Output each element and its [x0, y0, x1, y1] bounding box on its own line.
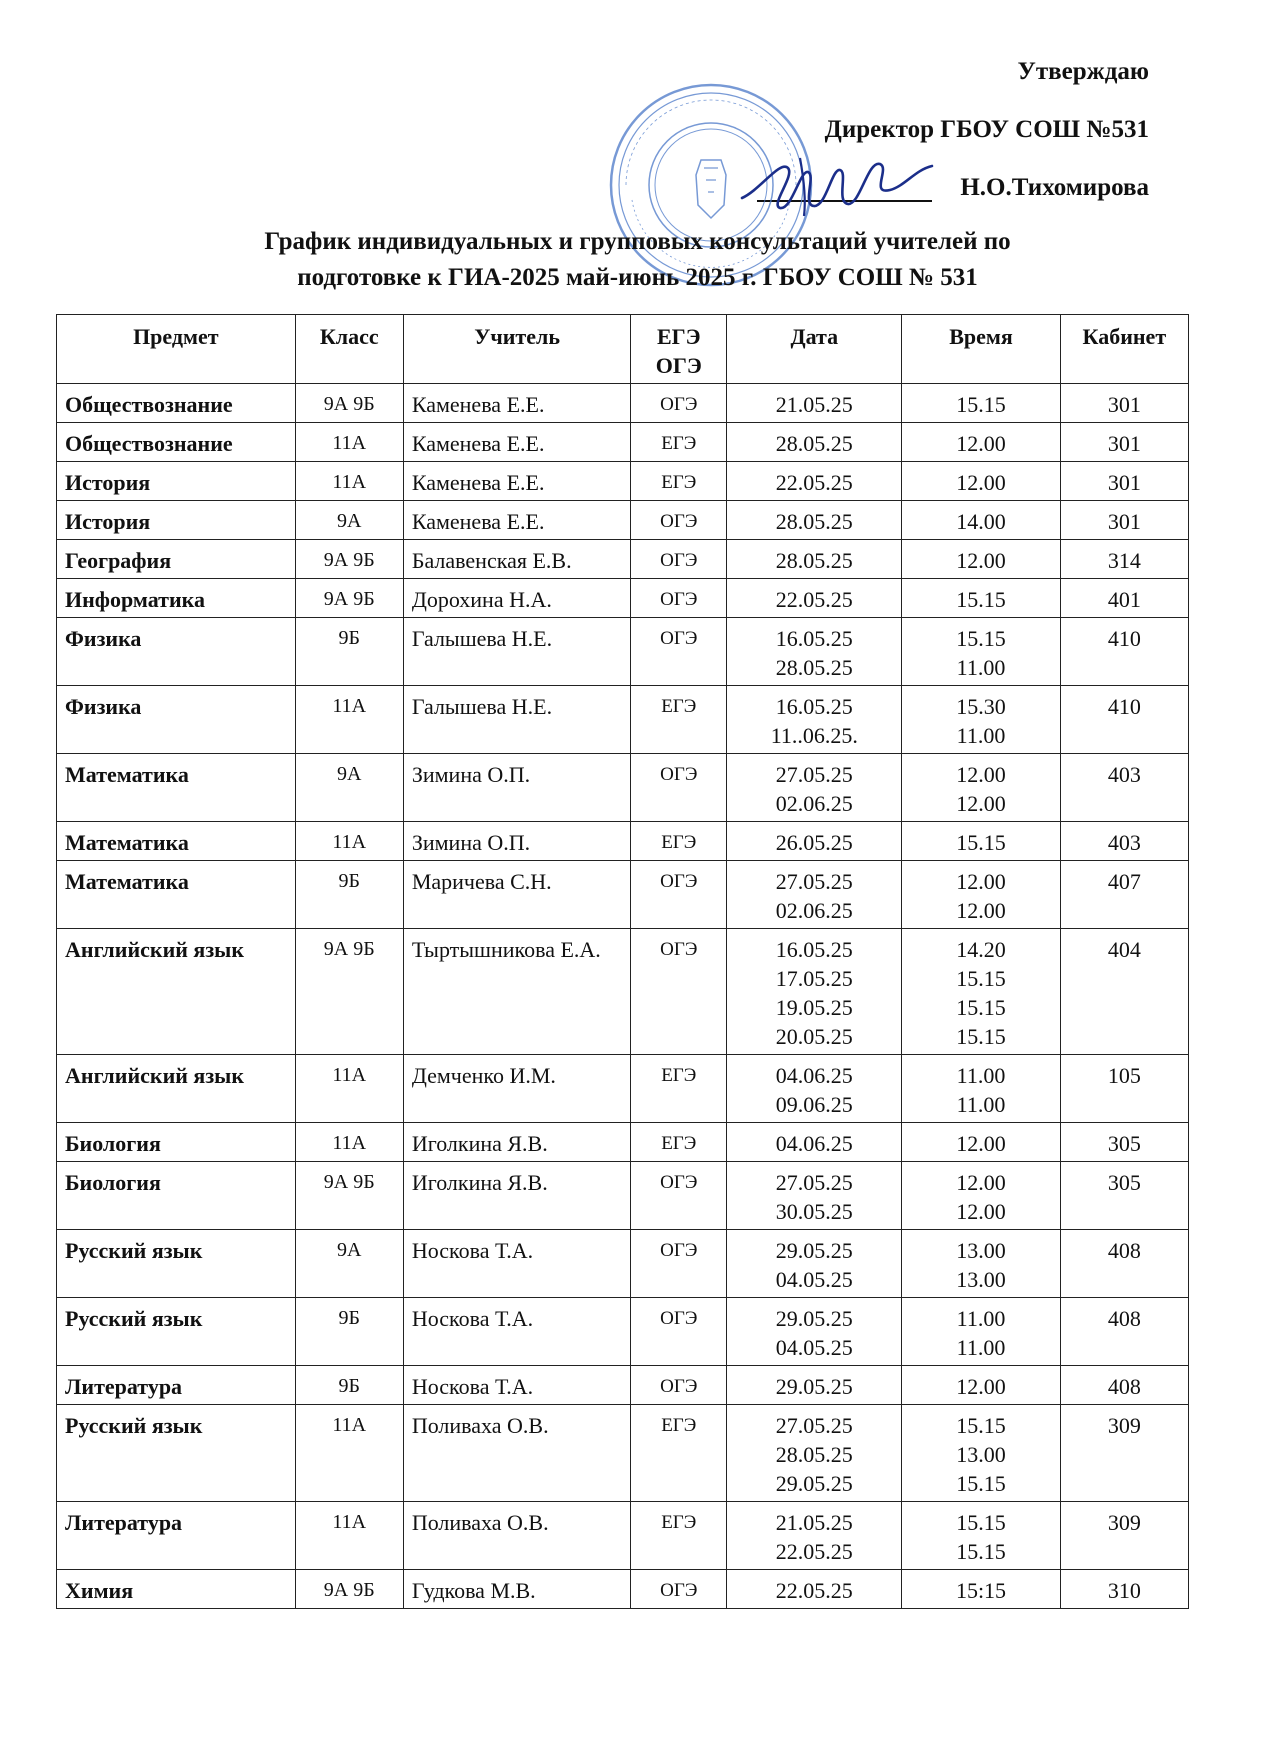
date-entry: 11..06.25. — [770, 723, 858, 748]
cell-times — [902, 822, 1060, 861]
table-row — [57, 384, 1189, 423]
cell-subject: Литература — [57, 1366, 296, 1405]
cell-teacher: Поливаха О.В. — [403, 1405, 631, 1502]
date-entry: 09.06.25 — [775, 1092, 853, 1117]
cell-room: 301 — [1060, 423, 1188, 462]
table-row — [57, 754, 1189, 822]
time-entry: 11.00 — [956, 1335, 1006, 1360]
cell-times — [902, 1570, 1060, 1609]
time-entry: 14.20 — [956, 937, 1006, 962]
header-room: Кабинет — [1060, 315, 1188, 384]
date-entry: 27.05.25 — [775, 1413, 853, 1438]
cell-exam-type: ЕГЭ — [631, 686, 727, 754]
header-subject: Предмет — [57, 315, 296, 384]
cell-dates — [727, 1570, 902, 1609]
cell-class: 9А — [295, 754, 403, 822]
cell-teacher: Носкова Т.А. — [403, 1230, 631, 1298]
date-entry: 28.05.25 — [775, 548, 853, 573]
cell-subject: Русский язык — [57, 1230, 296, 1298]
approval-label: Утверждаю — [1017, 58, 1149, 85]
header-time: Время — [902, 315, 1060, 384]
header-teacher: Учитель — [403, 315, 631, 384]
table-row — [57, 929, 1189, 1055]
header-class: Класс — [295, 315, 403, 384]
cell-room: 309 — [1060, 1405, 1188, 1502]
date-entry: 16.05.25 — [775, 937, 853, 962]
time-entry: 11.00 — [956, 1063, 1006, 1088]
cell-class: 11А — [295, 1502, 403, 1570]
header-exam-line-1: ЕГЭ — [656, 324, 701, 349]
time-entry: 11.00 — [956, 723, 1006, 748]
cell-room: 301 — [1060, 462, 1188, 501]
date-entry: 19.05.25 — [775, 995, 853, 1020]
time-entry: 15.15 — [956, 626, 1006, 651]
cell-times — [902, 861, 1060, 929]
cell-room: 404 — [1060, 929, 1188, 1055]
cell-class: 9А — [295, 1230, 403, 1298]
cell-room: 401 — [1060, 579, 1188, 618]
cell-class: 9Б — [295, 618, 403, 686]
cell-dates — [727, 579, 902, 618]
time-entry: 12.00 — [956, 1374, 1006, 1399]
cell-dates — [727, 1230, 902, 1298]
cell-exam-type: ЕГЭ — [631, 1502, 727, 1570]
cell-subject: Английский язык — [57, 1055, 296, 1123]
table-row — [57, 462, 1189, 501]
cell-exam-type: ОГЭ — [631, 540, 727, 579]
cell-times — [902, 1123, 1060, 1162]
time-entry: 13.00 — [956, 1267, 1006, 1292]
cell-dates — [727, 754, 902, 822]
cell-subject: Математика — [57, 822, 296, 861]
cell-exam-type: ОГЭ — [631, 1230, 727, 1298]
cell-room: 305 — [1060, 1123, 1188, 1162]
cell-class: 9А 9Б — [295, 384, 403, 423]
table-row — [57, 1366, 1189, 1405]
cell-teacher: Тыртышникова Е.А. — [403, 929, 631, 1055]
table-row — [57, 501, 1189, 540]
table-row — [57, 1570, 1189, 1609]
cell-class: 11А — [295, 822, 403, 861]
cell-teacher: Иголкина Я.В. — [403, 1123, 631, 1162]
approval-director-name: Н.О.Тихомирова — [960, 174, 1149, 201]
cell-dates — [727, 1405, 902, 1502]
cell-times — [902, 384, 1060, 423]
date-entry: 27.05.25 — [775, 762, 853, 787]
cell-times — [902, 686, 1060, 754]
time-entry: 15.15 — [956, 1413, 1006, 1438]
date-entry: 02.06.25 — [775, 791, 853, 816]
cell-dates — [727, 929, 902, 1055]
cell-exam-type: ЕГЭ — [631, 1123, 727, 1162]
cell-times — [902, 618, 1060, 686]
cell-exam-type: ЕГЭ — [631, 462, 727, 501]
cell-subject: Математика — [57, 861, 296, 929]
cell-exam-type: ОГЭ — [631, 618, 727, 686]
date-entry: 28.05.25 — [775, 509, 853, 534]
cell-subject: Английский язык — [57, 929, 296, 1055]
time-entry: 15.15 — [956, 966, 1006, 991]
cell-room: 408 — [1060, 1298, 1188, 1366]
date-entry: 16.05.25 — [775, 694, 853, 719]
cell-teacher: Балавенская Е.В. — [403, 540, 631, 579]
date-entry: 30.05.25 — [775, 1199, 853, 1224]
cell-class: 9Б — [295, 861, 403, 929]
cell-room: 305 — [1060, 1162, 1188, 1230]
table-row — [57, 579, 1189, 618]
cell-exam-type: ЕГЭ — [631, 1055, 727, 1123]
time-entry: 15.15 — [956, 1510, 1006, 1535]
header-exam-type — [631, 315, 727, 384]
cell-times — [902, 423, 1060, 462]
time-entry: 15.15 — [956, 1024, 1006, 1049]
table-row — [57, 1123, 1189, 1162]
cell-subject: Информатика — [57, 579, 296, 618]
cell-dates — [727, 501, 902, 540]
cell-room: 403 — [1060, 754, 1188, 822]
time-entry: 12.00 — [956, 548, 1006, 573]
table-row — [57, 1162, 1189, 1230]
cell-class: 9А 9Б — [295, 579, 403, 618]
cell-teacher: Каменева Е.Е. — [403, 501, 631, 540]
table-row — [57, 686, 1189, 754]
cell-teacher: Каменева Е.Е. — [403, 384, 631, 423]
cell-subject: Физика — [57, 618, 296, 686]
date-entry: 27.05.25 — [775, 869, 853, 894]
date-entry: 22.05.25 — [775, 1578, 853, 1603]
cell-room: 301 — [1060, 501, 1188, 540]
cell-class: 11А — [295, 686, 403, 754]
cell-subject: Литература — [57, 1502, 296, 1570]
date-entry: 28.05.25 — [775, 1442, 853, 1467]
time-entry: 15.15 — [956, 392, 1006, 417]
director-signature — [740, 150, 940, 220]
cell-times — [902, 1230, 1060, 1298]
cell-teacher: Носкова Т.А. — [403, 1298, 631, 1366]
date-entry: 20.05.25 — [775, 1024, 853, 1049]
cell-dates — [727, 822, 902, 861]
date-entry: 22.05.25 — [775, 1539, 853, 1564]
cell-teacher: Демченко И.М. — [403, 1055, 631, 1123]
date-entry: 04.06.25 — [775, 1063, 853, 1088]
cell-exam-type: ОГЭ — [631, 384, 727, 423]
cell-dates — [727, 1123, 902, 1162]
cell-subject: Обществознание — [57, 423, 296, 462]
cell-subject: Биология — [57, 1123, 296, 1162]
table-row — [57, 1230, 1189, 1298]
time-entry: 12.00 — [956, 470, 1006, 495]
cell-dates — [727, 686, 902, 754]
cell-room: 408 — [1060, 1230, 1188, 1298]
table-row — [57, 618, 1189, 686]
time-entry: 12.00 — [956, 762, 1006, 787]
cell-exam-type: ОГЭ — [631, 1570, 727, 1609]
time-entry: 15.15 — [956, 1539, 1006, 1564]
table-row — [57, 423, 1189, 462]
date-entry: 28.05.25 — [775, 655, 853, 680]
time-entry: 12.00 — [956, 869, 1006, 894]
date-entry: 27.05.25 — [775, 1170, 853, 1195]
date-entry: 17.05.25 — [775, 966, 853, 991]
table-header-row — [57, 315, 1189, 384]
cell-teacher: Галышева Н.Е. — [403, 686, 631, 754]
date-entry: 29.05.25 — [775, 1471, 853, 1496]
cell-dates — [727, 384, 902, 423]
cell-exam-type: ОГЭ — [631, 1298, 727, 1366]
date-entry: 29.05.25 — [775, 1238, 853, 1263]
cell-times — [902, 1366, 1060, 1405]
table-row — [57, 1298, 1189, 1366]
date-entry: 04.05.25 — [775, 1267, 853, 1292]
cell-times — [902, 754, 1060, 822]
cell-times — [902, 1502, 1060, 1570]
cell-exam-type: ЕГЭ — [631, 1405, 727, 1502]
cell-exam-type: ЕГЭ — [631, 822, 727, 861]
time-entry: 12.00 — [956, 791, 1006, 816]
date-entry: 22.05.25 — [775, 470, 853, 495]
table-row — [57, 540, 1189, 579]
cell-times — [902, 1298, 1060, 1366]
cell-teacher: Поливаха О.В. — [403, 1502, 631, 1570]
date-entry: 29.05.25 — [775, 1306, 853, 1331]
cell-exam-type: ОГЭ — [631, 579, 727, 618]
cell-class: 9А 9Б — [295, 1162, 403, 1230]
cell-room: 410 — [1060, 686, 1188, 754]
table-row — [57, 861, 1189, 929]
cell-exam-type: ОГЭ — [631, 1162, 727, 1230]
time-entry: 12.00 — [956, 431, 1006, 456]
cell-class: 9А 9Б — [295, 929, 403, 1055]
time-entry: 11.00 — [956, 655, 1006, 680]
cell-exam-type: ОГЭ — [631, 754, 727, 822]
cell-dates — [727, 1055, 902, 1123]
time-entry: 15.15 — [956, 1471, 1006, 1496]
cell-times — [902, 1405, 1060, 1502]
cell-class: 9Б — [295, 1298, 403, 1366]
time-entry: 13.00 — [956, 1238, 1006, 1263]
cell-teacher: Каменева Е.Е. — [403, 423, 631, 462]
cell-room: 309 — [1060, 1502, 1188, 1570]
cell-subject: Физика — [57, 686, 296, 754]
time-entry: 11.00 — [956, 1306, 1006, 1331]
time-entry: 11.00 — [956, 1092, 1006, 1117]
date-entry: 26.05.25 — [775, 830, 853, 855]
cell-teacher: Зимина О.П. — [403, 822, 631, 861]
cell-subject: История — [57, 501, 296, 540]
cell-room: 105 — [1060, 1055, 1188, 1123]
cell-teacher: Дорохина Н.А. — [403, 579, 631, 618]
header-exam-line-2: ОГЭ — [655, 353, 702, 378]
time-entry: 15.15 — [956, 587, 1006, 612]
cell-teacher: Носкова Т.А. — [403, 1366, 631, 1405]
cell-teacher: Зимина О.П. — [403, 754, 631, 822]
time-entry: 15.15 — [956, 995, 1006, 1020]
cell-room: 310 — [1060, 1570, 1188, 1609]
cell-exam-type: ОГЭ — [631, 861, 727, 929]
cell-subject: Химия — [57, 1570, 296, 1609]
cell-class: 9А 9Б — [295, 1570, 403, 1609]
cell-room: 407 — [1060, 861, 1188, 929]
time-entry: 15:15 — [955, 1578, 1007, 1603]
cell-subject: География — [57, 540, 296, 579]
cell-class: 9А 9Б — [295, 540, 403, 579]
time-entry: 15.30 — [956, 694, 1006, 719]
table-row — [57, 1055, 1189, 1123]
cell-exam-type: ОГЭ — [631, 1366, 727, 1405]
date-entry: 22.05.25 — [775, 587, 853, 612]
consultation-schedule-table — [56, 314, 1189, 1609]
cell-times — [902, 1162, 1060, 1230]
cell-dates — [727, 1162, 902, 1230]
approval-director-title: Директор ГБОУ СОШ №531 — [824, 116, 1149, 143]
table-row — [57, 1405, 1189, 1502]
date-entry: 02.06.25 — [775, 898, 853, 923]
header-date: Дата — [727, 315, 902, 384]
cell-dates — [727, 861, 902, 929]
date-entry: 29.05.25 — [775, 1374, 853, 1399]
cell-subject: Русский язык — [57, 1298, 296, 1366]
date-entry: 21.05.25 — [775, 1510, 853, 1535]
table-body — [57, 384, 1189, 1609]
cell-teacher: Галышева Н.Е. — [403, 618, 631, 686]
cell-times — [902, 501, 1060, 540]
time-entry: 12.00 — [956, 1199, 1006, 1224]
table-row — [57, 822, 1189, 861]
cell-dates — [727, 1366, 902, 1405]
cell-subject: Биология — [57, 1162, 296, 1230]
cell-teacher: Иголкина Я.В. — [403, 1162, 631, 1230]
time-entry: 15.15 — [956, 830, 1006, 855]
cell-teacher: Маричева С.Н. — [403, 861, 631, 929]
cell-dates — [727, 540, 902, 579]
cell-room: 410 — [1060, 618, 1188, 686]
cell-dates — [727, 423, 902, 462]
cell-room: 403 — [1060, 822, 1188, 861]
time-entry: 12.00 — [956, 1131, 1006, 1156]
cell-times — [902, 929, 1060, 1055]
date-entry: 04.05.25 — [775, 1335, 853, 1360]
cell-times — [902, 579, 1060, 618]
document-title-line-2: подготовке к ГИА-2025 май-июнь 2025 г. ГБОУ СОШ № 531 — [297, 264, 978, 291]
cell-class: 11А — [295, 1123, 403, 1162]
time-entry: 12.00 — [956, 898, 1006, 923]
cell-subject: История — [57, 462, 296, 501]
document-title-line-1: График индивидуальных и групповых консультаций учителей по — [264, 228, 1011, 255]
cell-class: 11А — [295, 423, 403, 462]
cell-class: 9Б — [295, 1366, 403, 1405]
time-entry: 12.00 — [956, 1170, 1006, 1195]
cell-room: 314 — [1060, 540, 1188, 579]
cell-teacher: Каменева Е.Е. — [403, 462, 631, 501]
cell-class: 11А — [295, 462, 403, 501]
date-entry: 16.05.25 — [775, 626, 853, 651]
date-entry: 04.06.25 — [775, 1131, 853, 1156]
cell-dates — [727, 462, 902, 501]
cell-exam-type: ОГЭ — [631, 929, 727, 1055]
time-entry: 14.00 — [956, 509, 1006, 534]
cell-dates — [727, 618, 902, 686]
cell-dates — [727, 1298, 902, 1366]
cell-times — [902, 540, 1060, 579]
date-entry: 28.05.25 — [775, 431, 853, 456]
cell-class: 11А — [295, 1055, 403, 1123]
cell-times — [902, 1055, 1060, 1123]
cell-exam-type: ОГЭ — [631, 501, 727, 540]
cell-class: 9А — [295, 501, 403, 540]
cell-teacher: Гудкова М.В. — [403, 1570, 631, 1609]
table-row — [57, 1502, 1189, 1570]
time-entry: 13.00 — [956, 1442, 1006, 1467]
cell-class: 11А — [295, 1405, 403, 1502]
date-entry: 21.05.25 — [775, 392, 853, 417]
cell-exam-type: ЕГЭ — [631, 423, 727, 462]
cell-dates — [727, 1502, 902, 1570]
cell-room: 408 — [1060, 1366, 1188, 1405]
cell-subject: Обществознание — [57, 384, 296, 423]
cell-subject: Математика — [57, 754, 296, 822]
cell-room: 301 — [1060, 384, 1188, 423]
cell-times — [902, 462, 1060, 501]
cell-subject: Русский язык — [57, 1405, 296, 1502]
